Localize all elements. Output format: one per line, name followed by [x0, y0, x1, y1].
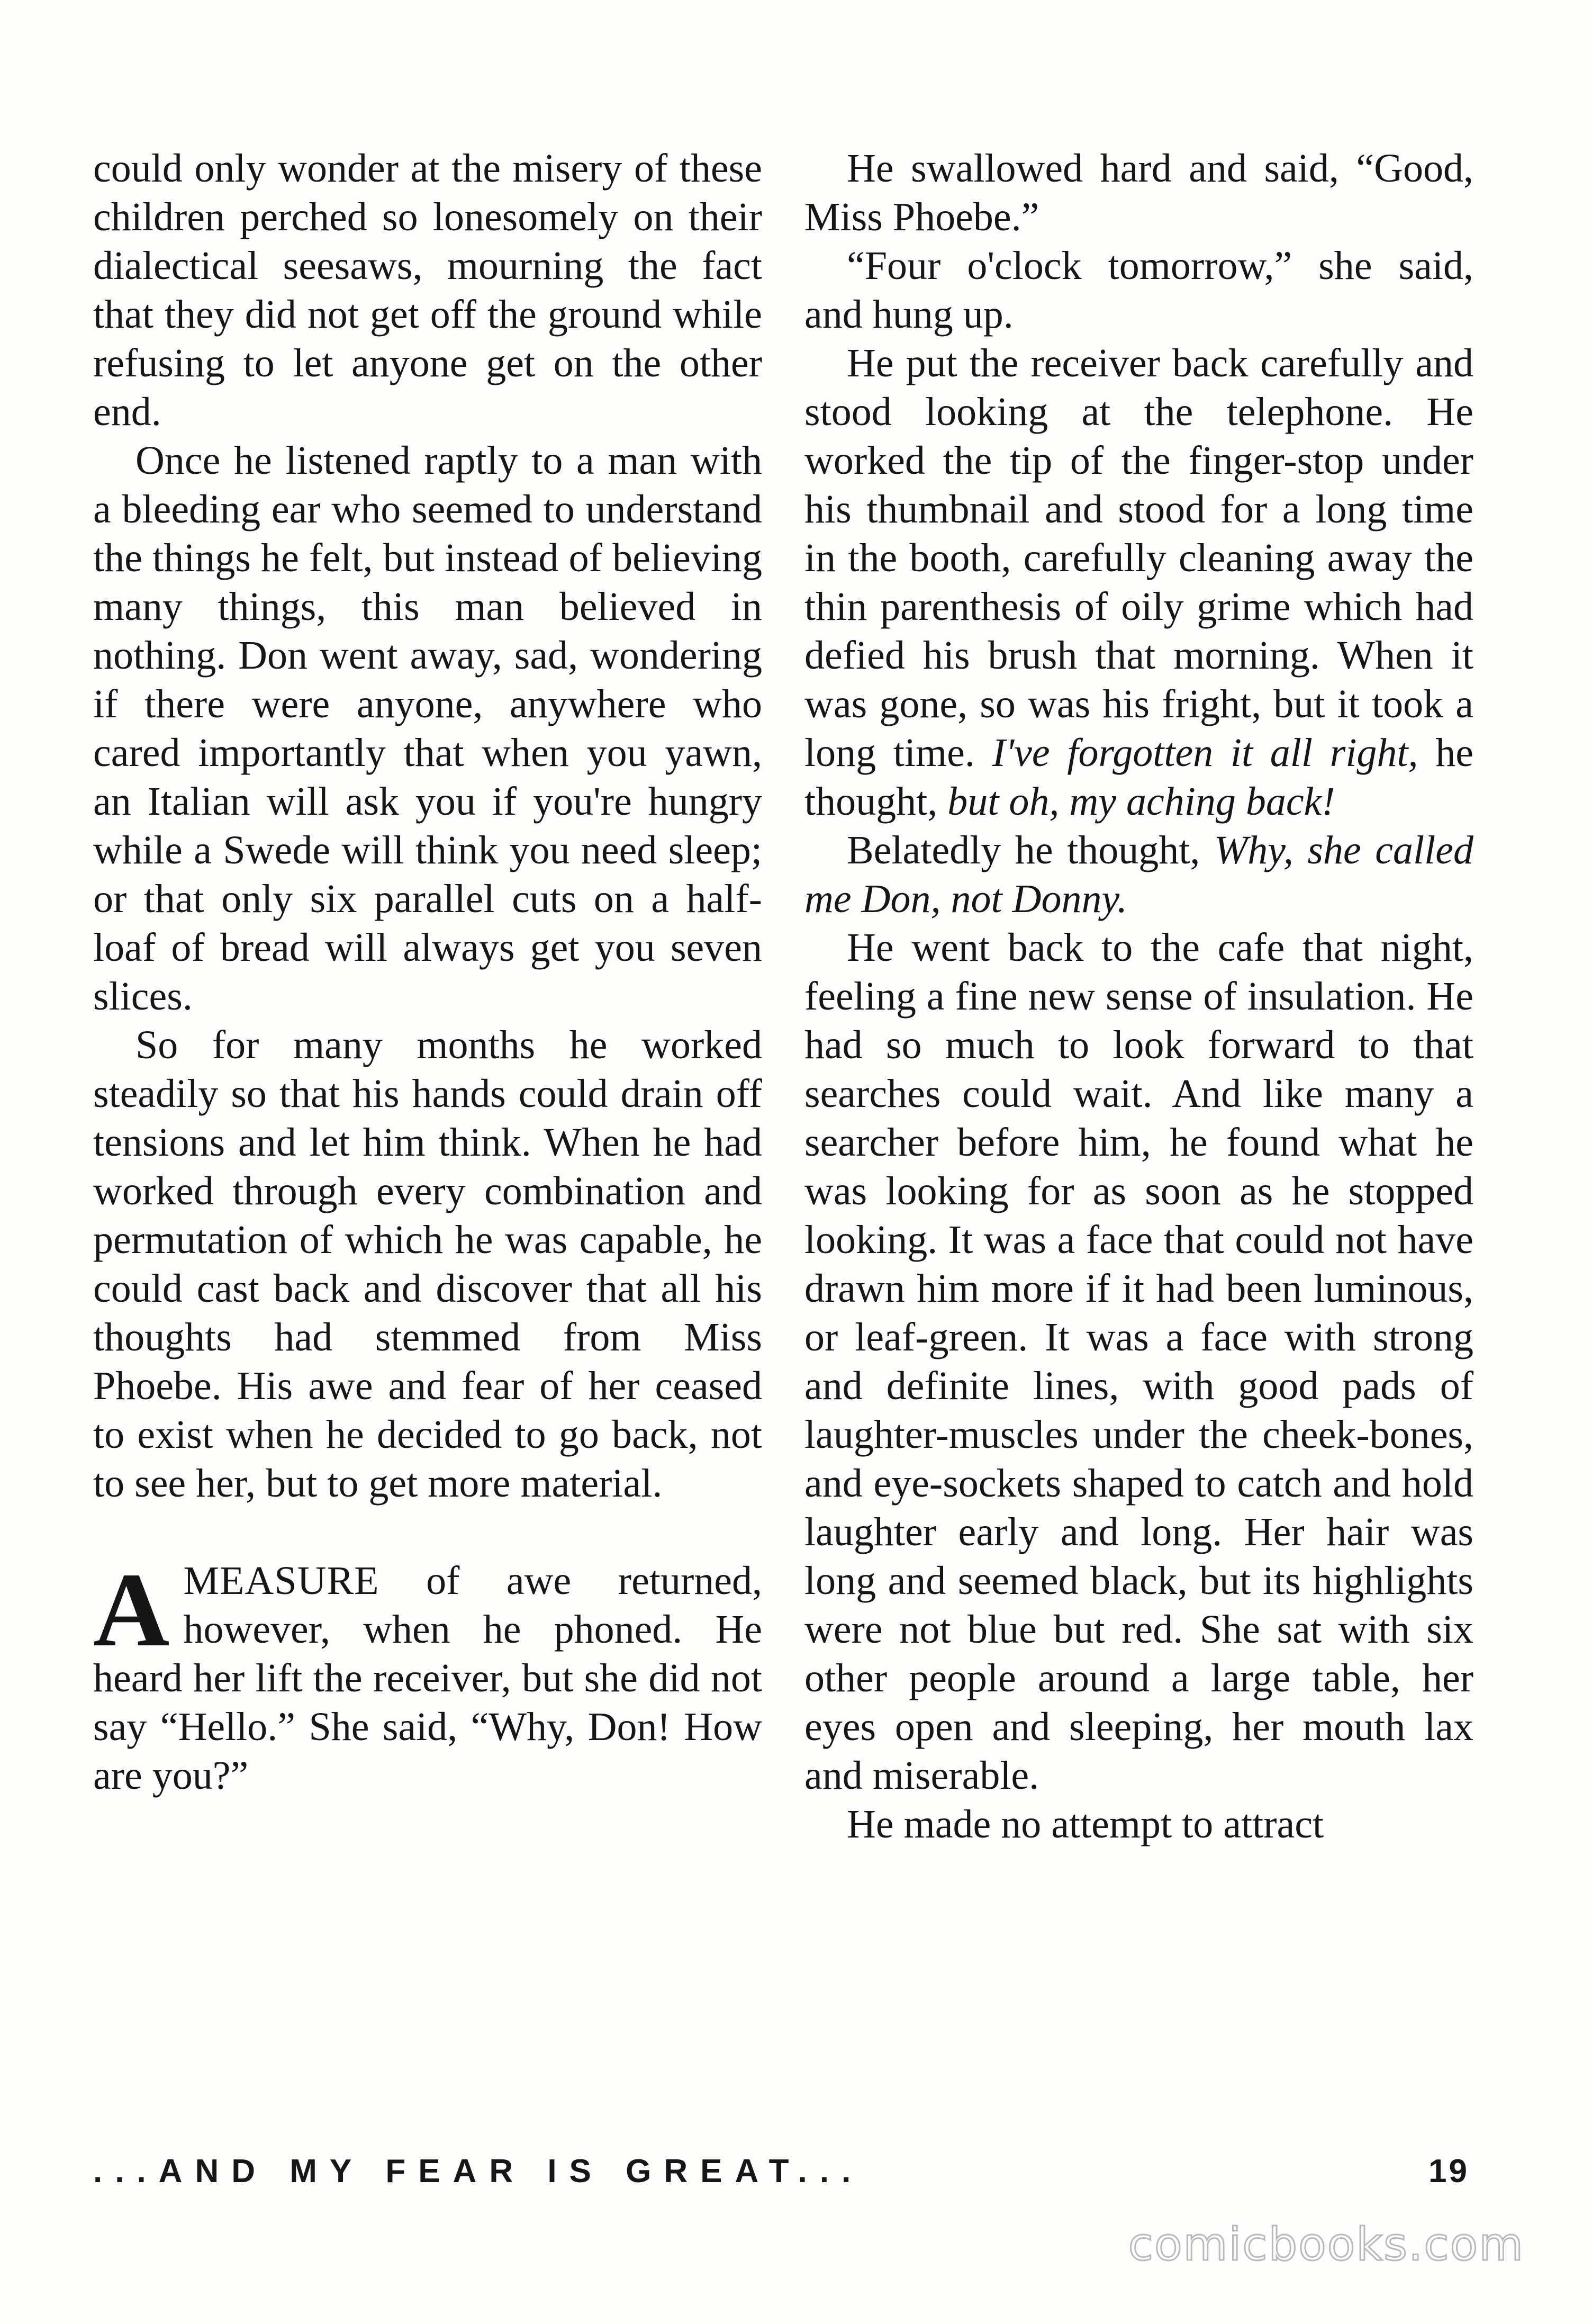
paragraph: could only wonder at the misery of these children perched so lonesomely on their dialectical seesaws, mourning the fact that they did not get off the ground while refusing to let anyone get on the other end. [93, 146, 762, 434]
paragraph-text: He put the receiver back carefully and stood looking at the telephone. He worked the tip of the finger-stop under his thumbnail and stood for a long time in the booth, carefully cleaning away the thin parenthesis of oily grime which had defied his brush that morning. When it was gone, so was his fright, but it took a long time. [804, 341, 1473, 775]
paragraph: “Four o'clock tomorrow,” she said, and hung up. [804, 244, 1473, 337]
paragraph: He made no attempt to attract [847, 1802, 1324, 1846]
paragraph: So for many months he worked steadily so that his hands could drain off tensions and let him think. When he had worked through every combination and permutation of which he was capable, he could cast back and discover that all his thoughts had stemmed from Miss Phoebe. His awe and fear of her ceased to exist when he decided to go back, not to see her, but to get more material. [93, 1023, 762, 1506]
section-opening-paragraph [93, 1552, 762, 1800]
paragraph [804, 826, 1473, 923]
watermark: comicbooks.com [1128, 2218, 1524, 2271]
paragraph-text: of awe returned, however, when he phoned. He heard her lift the receiver, but she did not say “Hello.” She said, “Why, Don! How are you?” [93, 1559, 762, 1798]
page-footer [93, 2152, 1469, 2200]
italic-thought: but oh, my aching back! [947, 779, 1335, 824]
paragraph: He went back to the cafe that night, feeling a fine new sense of insulation. He had so much to look forward to that searches could wait. And like many a searcher before him, he found what he was looking for as soon as he stopped looking. It was a face that could not have drawn him more if it had been luminous, or leaf-green. It was a face with strong and definite lines, with good pads of laughter-muscles under the cheek-bones, and eye-sockets shaped to catch and hold laughter early and long. Her hair was long and seemed black, but its highlights were not blue but red. She sat with six other people around a large table, her eyes open and sleeping, her mouth lax and miserable. [804, 925, 1473, 1798]
left-text-column [93, 144, 762, 1800]
running-title: ...AND MY FEAR IS GREAT... [93, 2153, 864, 2190]
drop-cap-letter: A [93, 1552, 170, 1669]
italic-thought: I've forgotten it all right, [992, 731, 1418, 775]
right-text-column [804, 144, 1473, 1849]
page-number: 19 [1428, 2153, 1469, 2190]
paragraph-text: he thought, [804, 731, 1473, 824]
paragraph [804, 339, 1473, 826]
lead-in-caps: MEASURE [183, 1559, 379, 1603]
paragraph: He swallowed hard and said, “Good, Miss Phoebe.” [804, 146, 1473, 239]
paragraph-text: Belatedly he thought, [847, 828, 1214, 872]
italic-thought: Why, she called me Don, not Donny. [804, 828, 1473, 921]
paragraph: Once he listened raptly to a man with a bleeding ear who seemed to understand the things he felt, but instead of believing many things, this man believed in nothing. Don went away, sad, wondering if there were anyone, anywhere who cared importantly that when you yawn, an Italian will ask you if you're hungry while a Swede will think you need sleep; or that only six parallel cuts on a half-loaf of bread will always get you seven slices. [93, 438, 762, 1019]
